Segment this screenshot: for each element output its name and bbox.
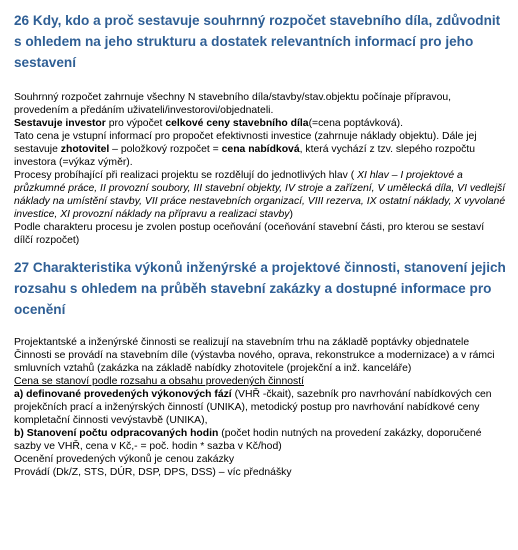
- section-27-body: [14, 336, 506, 479]
- paragraph: Podle charakteru procesu je zvolen postup oceňování (oceňování stavební části, pro kterou se sestaví dílčí rozpočet): [14, 222, 485, 246]
- text: (=cena poptávková).: [308, 118, 404, 129]
- text: – položkový rozpočet =: [109, 144, 222, 155]
- paragraph: [14, 388, 506, 427]
- text: Tato cena je vstupní informací pro propočet efektivnosti investice (zahrnuje náklady objektu). Dále jej sestavuje: [14, 131, 477, 155]
- bold-text: zhotovitel: [60, 144, 110, 155]
- text: pro výpočet: [105, 118, 166, 129]
- text: (počet hodin nutných na provedení zakázky, doporučené sazby ve VHŘ, cena v Kč,- = poč. hodin * sazba v Kč/hod): [14, 428, 482, 452]
- paragraph: [14, 427, 506, 453]
- section-26-heading: 26 Kdy, kdo a proč sestavuje souhrnný rozpočet stavebního díla, zdůvodnit s ohledem na jeho strukturu a dostatek relevantních informací pro jeho sestavení: [14, 13, 501, 70]
- paragraph: Ocenění provedených výkonů je cenou zakázky: [14, 454, 235, 465]
- text: , která vychází z tzv. slepého rozpočtu investora (=výkaz výměr).: [14, 144, 475, 168]
- text: Procesy probíhající při realizaci projektu se rozdělují do jednotlivých hlav (: [14, 170, 358, 181]
- bold-text: a) definované provedených výkonových fází: [14, 389, 232, 400]
- text: (VHŘ -čkait), sazebník pro navrhování nabídkových cen projekčních prací a inženýrských činností (UNIKA), metodický postup pro navrhování nabídkové ceny kompletační činnosti vevýstavbě (UNIKA),: [14, 389, 492, 426]
- paragraph: [14, 117, 506, 130]
- bold-text: b) Stanovení počtu odpracovaných hodin: [14, 428, 219, 439]
- bold-text: cena nabídková: [221, 144, 300, 155]
- bold-text: celkové ceny stavebního díla: [165, 118, 309, 129]
- section-26-body: [14, 91, 506, 247]
- section-27-heading: 27 Charakteristika výkonů inženýrské a projektové činnosti, stanovení jejich rozsahu s ohledem na průběh stavební zakázky a dostupné informace pro ocenění: [14, 260, 506, 317]
- text: ): [289, 209, 293, 220]
- paragraph: Činnosti se provádí na stavebním díle (výstavba nového, oprava, rekonstrukce a modernizace) a v rámci smluvních vztahů (zakázka na základě nabídky zhotovitele (projekční a inž. kanceláře): [14, 350, 495, 374]
- bold-text: Sestavuje investor: [14, 118, 106, 129]
- paragraph: [14, 130, 506, 169]
- paragraph: Souhrnný rozpočet zahrnuje všechny N stavebního díla/stavby/stav.objektu počínaje přípravou, provedením a předáním uživateli/investorovi/objednateli.: [14, 92, 452, 116]
- italic-text: XI hlav – I projektové a průzkumné práce, II provozní soubory, III stavební objekty, IV stroje a zařízení, V umělecká díla, VI vedlejší náklady na umístění stavby, VII práce nestavebních organizací, VIII rezerva, IX ostatní náklady, X vyvolané investice, XI provozní náklady na přípravu a realizaci stavby: [14, 170, 506, 220]
- paragraph: [14, 375, 506, 388]
- underlined-text: Cena se stanoví podle rozsahu a obsahu provedených činností: [14, 376, 304, 387]
- paragraph: Projektantské a inženýrské činnosti se realizují na stavebním trhu na základě poptávky objednatele: [14, 337, 470, 348]
- paragraph: [14, 169, 506, 221]
- paragraph: Provádí (Dk/Z, STS, DÚR, DSP, DPS, DSS) – víc přednášky: [14, 467, 292, 478]
